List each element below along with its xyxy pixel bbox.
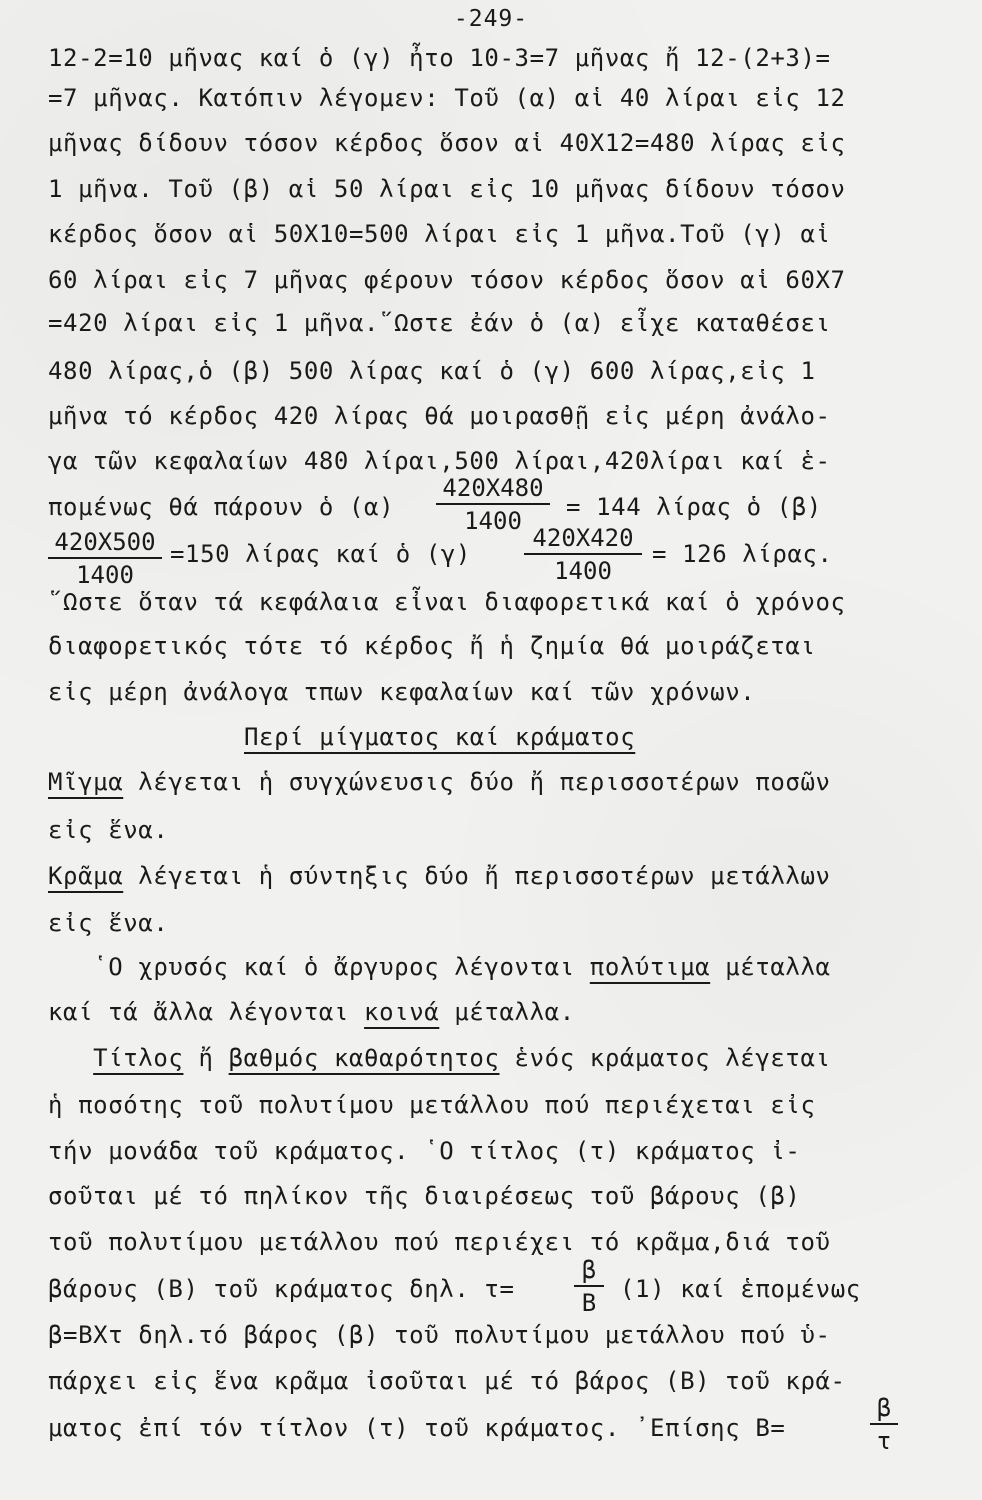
text-line: διαφορετικός τότε τό κέρδος ἤ ἡ ζημία θά μοιράζεται	[48, 632, 816, 660]
term-precious: πολύτιμα	[589, 953, 711, 981]
formula-text: = 126 λίρας.	[652, 540, 833, 568]
metals-line	[48, 1000, 575, 1024]
fraction-b	[48, 530, 162, 587]
term-purity: βαθμός καθαρότητος	[228, 1044, 500, 1072]
text-span: καί τά ἄλλα λέγονται	[48, 998, 365, 1026]
page-number: -249-	[453, 6, 529, 32]
fraction-weight	[870, 1396, 898, 1453]
text-line: εἰς μέρη ἀνάλογα τπων κεφαλαίων καί τῶν χρόνων.	[48, 678, 756, 706]
fraction-denominator: 1400	[554, 557, 612, 585]
formula-text: (1) καί ἑπομένως	[620, 1275, 861, 1303]
fraction-bar	[870, 1423, 898, 1425]
metals-line	[48, 955, 831, 979]
fraction-numerator: 420Χ420	[532, 524, 634, 552]
formula-text: = 144 λίρας ὁ (β)	[566, 493, 822, 521]
text-line: =420 λίραι εἰς 1 μῆνα.῞Ωστε ἐάν ὁ (α) εἶχε καταθέσει	[48, 309, 831, 337]
fraction-c	[524, 526, 642, 583]
fraction-bar	[524, 553, 642, 555]
text-line: ἡ ποσότης τοῦ πολυτίμου μετάλλου πού περιέχεται εἰς	[48, 1091, 816, 1119]
fraction-numerator: 420Χ500	[54, 528, 156, 556]
definition-text: λέγεται ἡ συγχώνευσις δύο ἤ περισσοτέρων ποσῶν	[123, 768, 831, 796]
text-span: μέταλλα.	[439, 998, 575, 1026]
text-line: πάρχει εἰς ἕνα κρᾶμα ἰσοῦται μέ τό βάρος (Β) τοῦ κρά-	[48, 1367, 846, 1395]
titlos-line	[48, 1046, 831, 1070]
fraction-denominator: 1400	[76, 561, 134, 589]
section-heading: Περί μίγματος καί κράματος	[244, 723, 636, 751]
text-line: σοῦται μέ τό πηλίκον τῆς διαιρέσεως τοῦ βάρους (β)	[48, 1182, 801, 1210]
text-line: ῞Ωστε ὅταν τά κεφάλαια εἶναι διαφορετικά καί ὁ χρόνος	[48, 588, 846, 616]
formula-text: ματος ἐπί τόν τίτλον (τ) τοῦ κράματος. ᾿Επίσης Β=	[48, 1414, 786, 1442]
fraction-numerator: β	[876, 1394, 892, 1422]
formula-text: πομένως θά πάρουν ὁ (α)	[48, 493, 395, 521]
text-line: β=ΒΧτ δηλ.τό βάρος (β) τοῦ πολυτίμου μετάλλου πού ὑ-	[48, 1321, 831, 1349]
text-line: μῆνα τό κέρδος 420 λίρας θά μοιρασθῇ εἰς μέρη ἀνάλο-	[48, 402, 831, 430]
text-line: κέρδος ὅσον αἱ 50Χ10=500 λίραι εἰς 1 μῆνα.Τοῦ (γ) αἱ	[48, 220, 831, 248]
text-span: ἑνός κράματος λέγεται	[499, 1044, 831, 1072]
fraction-bar	[48, 557, 162, 559]
text-line: 12-2=10 μῆνας καί ὁ (γ) ἦτο 10-3=7 μῆνας ἤ 12-(2+3)=	[48, 44, 831, 72]
text-span: ῾Ο χρυσός καί ὁ ἄργυρος λέγονται	[48, 953, 590, 981]
text-line: =7 μῆνας. Κατόπιν λέγομεν: Τοῦ (α) αἱ 40 λίραι εἰς 12	[48, 84, 846, 112]
text-line: 480 λίρας,ὁ (β) 500 λίρας καί ὁ (γ) 600 λίρας,εἰς 1	[48, 357, 816, 385]
text-line: 1 μῆνα. Τοῦ (β) αἱ 50 λίραι εἰς 10 μῆνας δίδουν τόσον	[48, 175, 846, 203]
fraction-bar	[436, 503, 550, 505]
text-line: τοῦ πολυτίμου μετάλλου πού περιέχει τό κρᾶμα,διά τοῦ	[48, 1228, 831, 1256]
formula-text: =150 λίρας καί ὁ (γ)	[170, 540, 471, 568]
text-line: εἰς ἕνα.	[48, 909, 169, 937]
definition-krama	[48, 864, 831, 888]
fraction-denominator: τ	[876, 1427, 892, 1455]
text-line: εἰς ἕνα.	[48, 816, 169, 844]
fraction-titlos	[574, 1258, 604, 1315]
definition-text: λέγεται ἡ σύντηξις δύο ἤ περισσοτέρων μετάλλων	[123, 862, 831, 890]
text-span: μέταλλα	[710, 953, 831, 981]
term-titlos: Τίτλος	[93, 1044, 184, 1072]
definition-migma	[48, 770, 831, 794]
text-line: τήν μονάδα τοῦ κράματος. ῾Ο τίτλος (τ) κράματος ἰ-	[48, 1137, 801, 1165]
text-line: μῆνας δίδουν τόσον κέρδος ὅσον αἱ 40Χ12=480 λίρας εἰς	[48, 129, 846, 157]
formula-text: βάρους (Β) τοῦ κράματος δηλ. τ=	[48, 1275, 515, 1303]
text-span: ἤ	[183, 1044, 229, 1072]
fraction-bar	[574, 1285, 604, 1287]
fraction-numerator: 420Χ480	[442, 474, 544, 502]
term-migma: Μῖγμα	[48, 768, 124, 796]
text-line: γα τῶν κεφαλαίων 480 λίραι,500 λίραι,420λίραι καί ἑ-	[48, 447, 831, 475]
fraction-denominator: Β	[581, 1289, 597, 1317]
text-span	[48, 1044, 93, 1072]
term-krama: Κρᾶμα	[48, 862, 124, 890]
text-line: 60 λίραι εἰς 7 μῆνας φέρουν τόσον κέρδος ὅσον αἱ 60Χ7	[48, 266, 846, 294]
fraction-numerator: β	[581, 1256, 597, 1284]
term-common: κοινά	[364, 998, 440, 1026]
fraction-denominator: 1400	[464, 507, 522, 535]
